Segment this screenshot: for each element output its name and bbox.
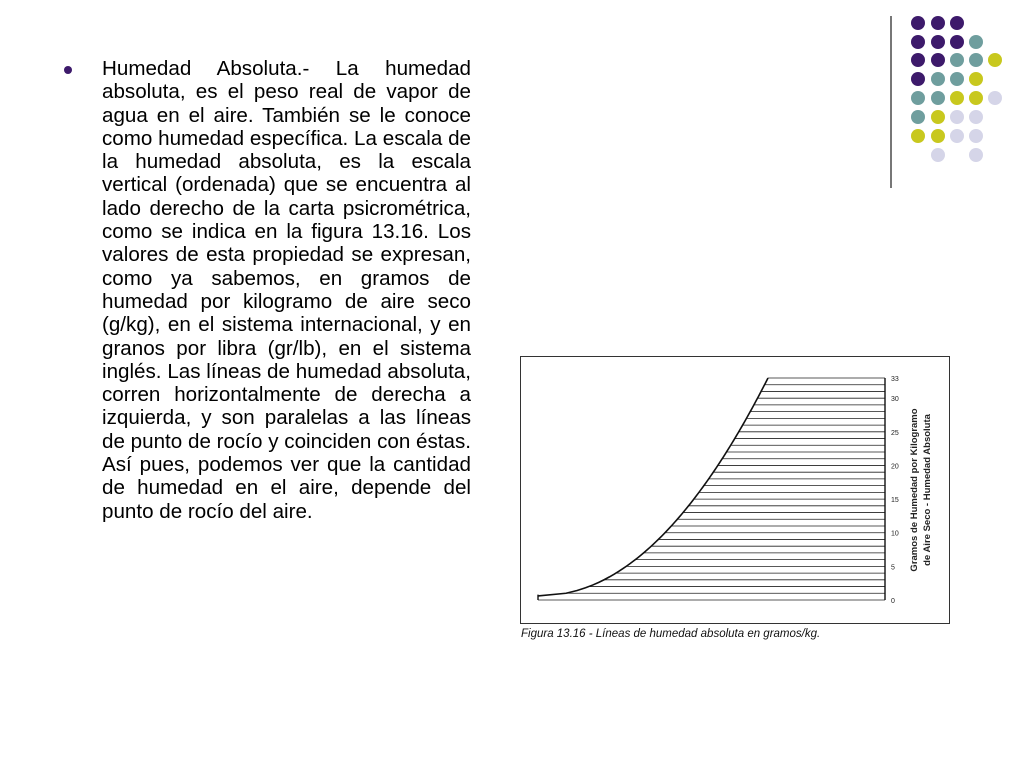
- decorative-dot: [931, 129, 945, 143]
- decorative-dot: [931, 16, 945, 30]
- decorative-dot: [988, 91, 1002, 105]
- humidity-lines-group: [538, 378, 885, 600]
- decorative-dot: [911, 16, 925, 30]
- decorative-dot: [911, 110, 925, 124]
- figure-caption: Figura 13.16 - Líneas de humedad absoluta en gramos/kg.: [521, 628, 821, 640]
- decorative-dot: [931, 91, 945, 105]
- y-tick-label: 10: [891, 530, 899, 538]
- decorative-dot: [911, 129, 925, 143]
- figure-13-16: [520, 356, 950, 624]
- y-tick-label: 0: [891, 598, 895, 605]
- decorative-dot: [950, 53, 964, 67]
- decorative-dot: [911, 53, 925, 67]
- decorative-dot: [931, 35, 945, 49]
- decorative-vertical-line: [890, 16, 892, 188]
- y-tick-label: 25: [891, 429, 899, 437]
- y-tick-label: 5: [891, 564, 895, 572]
- decorative-dot: [969, 72, 983, 86]
- body-paragraph: Humedad Absoluta.- La humedad absoluta, es el peso real de vapor de agua en el aire. También se le conoce como humedad específica. La escala de la humedad absoluta, es la escala vertical (ordenada) que se encuentra al lado derecho de la carta psicrométrica, como se indica en la figura 13.16. Los valores de esta propiedad se expresan, como ya sabemos, en gramos de humedad por kilogramo de aire seco (g/kg), en el sistema internacional, y en granos por libra (gr/lb), en el sistema inglés. Las líneas de humedad absoluta, corren horizontalmente de derecha a izquierda, y son paralelas a las líneas de punto de rocío y coinciden con éstas. Así pues, podemos ver que la cantidad de humedad en el aire, depende del punto de rocío del aire.: [102, 57, 471, 523]
- bullet-icon: [64, 66, 72, 74]
- decorative-dot: [988, 53, 1002, 67]
- decorative-dot: [969, 148, 983, 162]
- decorative-dot: [911, 35, 925, 49]
- y-tick-label: 30: [891, 396, 899, 404]
- decorative-dot: [911, 72, 925, 86]
- decorative-dot: [950, 16, 964, 30]
- decorative-dot: [950, 129, 964, 143]
- decorative-dot: [969, 110, 983, 124]
- humidity-chart: [521, 357, 949, 623]
- y-axis-label-line1: Gramos de Humedad por Kilogramo: [909, 408, 920, 572]
- decorative-dot: [911, 91, 925, 105]
- y-tick-label: 15: [891, 497, 899, 505]
- y-tick-label: 33: [891, 376, 899, 383]
- decorative-dot: [969, 35, 983, 49]
- decorative-dot: [969, 53, 983, 67]
- decorative-dot: [931, 148, 945, 162]
- y-tick-label: 20: [891, 463, 899, 471]
- decorative-dot: [950, 35, 964, 49]
- decorative-dot: [969, 91, 983, 105]
- decorative-dot: [950, 72, 964, 86]
- decorative-dot: [950, 110, 964, 124]
- saturation-curve: [538, 378, 768, 596]
- decorative-dot: [969, 129, 983, 143]
- decorative-dot: [931, 110, 945, 124]
- decorative-dot: [950, 91, 964, 105]
- y-axis-label-line2: de Aire Seco - Humedad Absoluta: [922, 414, 933, 566]
- tick-labels-group: [891, 376, 899, 605]
- decorative-dot: [931, 53, 945, 67]
- decorative-dot: [931, 72, 945, 86]
